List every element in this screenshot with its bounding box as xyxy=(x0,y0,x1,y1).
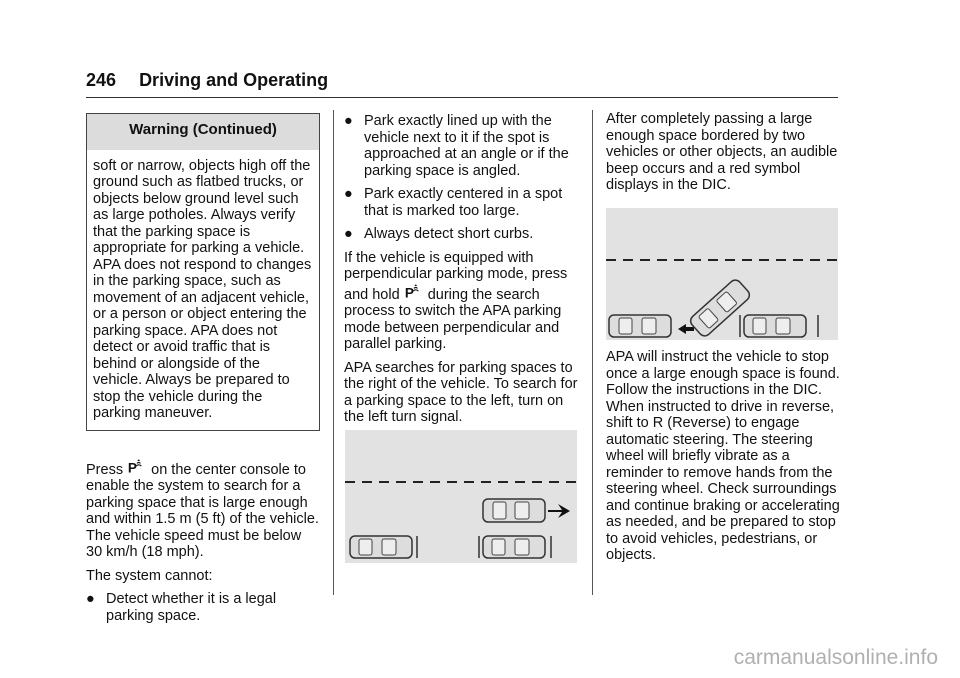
column-3-lower xyxy=(606,349,842,571)
page-header xyxy=(86,70,328,91)
warning-title: Warning (Continued) xyxy=(87,114,319,150)
perp-suffix: during the search process to switch the APA parking mode between perpendicular and parallel parking. xyxy=(344,286,562,352)
svg-text:P: P xyxy=(404,284,414,300)
bullet-text: Park exactly centered in a spot that is marked too large. xyxy=(364,186,563,219)
direction-arrow-icon xyxy=(548,504,570,518)
bullet-icon: ● xyxy=(86,591,95,607)
watermark: carmanualsonline.info xyxy=(733,646,938,669)
search-paragraph: APA searches for parking spaces to the right of the vehicle. To search for a parking space to the left, turn on the left turn signal. xyxy=(344,359,578,425)
list-item xyxy=(86,591,320,624)
parking-reverse-illustration xyxy=(606,208,838,340)
passing-paragraph: After completely passing a large enough space bordered by two vehicles or other objects, an audible beep occurs and a red symbol displays in the DIC. xyxy=(606,111,838,193)
warning-body: soft or narrow, objects high off the ground such as flatbed trucks, or objects below ground level such as large potholes. Always verify that the parking space is appropriate for parking a vehicle. APA does not respond to changes in the parking space, such as movement of an adjacent vehicle, or a person or object entering the parking space. APA does not detect or avoid traffic that is behind or alongside of the vehicle. Always be prepared to stop the vehicle during the parking maneuver. xyxy=(93,157,312,421)
column-divider xyxy=(592,110,593,595)
moving-vehicle xyxy=(483,499,545,522)
parked-vehicle xyxy=(483,536,545,558)
bullet-icon: ● xyxy=(344,226,353,242)
column-2 xyxy=(344,113,580,433)
press-paragraph xyxy=(86,458,320,561)
instruction-paragraph: APA will instruct the vehicle to stop once a large enough space is found. Follow the instructions in the DIC. When instructed to drive in reverse, shift to R (Reverse) to engage automatic steering. The steering wheel will briefly vibrate as a reminder to remove hands from the steering wheel. Check surroundings and continue braking or accelerating as needed, and be prepared to stop to avoid vehicles, pedestrians, or objects. xyxy=(606,349,840,563)
perp-prefix: If the vehicle is equipped with perpendicular parking mode, press and hold xyxy=(344,249,568,303)
bullet-text: Detect whether it is a legal parking space. xyxy=(106,591,277,624)
list-item xyxy=(344,186,580,219)
section-title: Driving and Operating xyxy=(139,70,329,90)
svg-text:P: P xyxy=(128,459,138,475)
parked-vehicle xyxy=(609,315,671,337)
parking-assist-icon xyxy=(404,283,422,301)
reversing-vehicle xyxy=(688,278,752,339)
bullet-icon: ● xyxy=(344,113,353,129)
reverse-arrow-icon xyxy=(678,324,694,334)
header-rule xyxy=(86,97,838,98)
perpendicular-paragraph xyxy=(344,250,580,353)
parking-assist-icon xyxy=(127,458,145,476)
press-suffix: on the center console to enable the system to search for a parking space that is large enough and within 1.5 m (5 ft) of the vehicle. The vehicle speed must be below 30 km/h (18 mph). xyxy=(86,461,319,560)
list-item xyxy=(344,226,580,243)
bullet-text: Always detect short curbs. xyxy=(364,226,534,242)
parked-vehicle xyxy=(744,315,806,337)
warning-box xyxy=(86,113,320,431)
column-1 xyxy=(86,113,320,631)
cannot-text: The system cannot: xyxy=(86,567,213,584)
list-item xyxy=(344,113,580,179)
parking-search-illustration xyxy=(345,430,577,563)
press-prefix: Press xyxy=(86,461,124,478)
page-number: 246 xyxy=(86,70,117,90)
bullet-text: Park exactly lined up with the vehicle next to it if the spot is approached at an angle or if the parking space is angled. xyxy=(364,113,569,179)
column-divider xyxy=(333,110,334,595)
column-3 xyxy=(606,111,842,201)
parked-vehicle xyxy=(350,536,412,558)
bullet-icon: ● xyxy=(344,186,353,202)
